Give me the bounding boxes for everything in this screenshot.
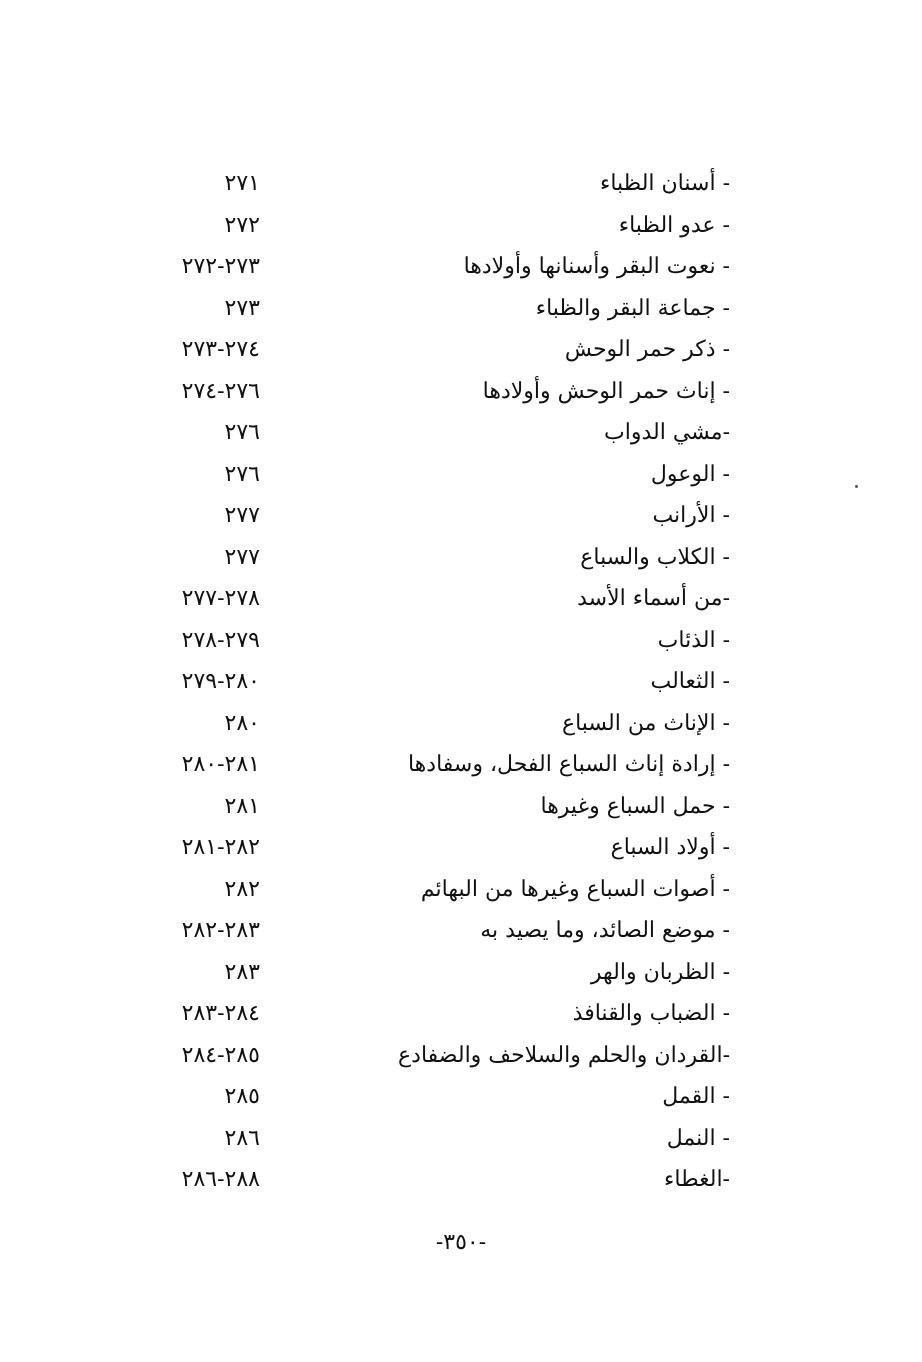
entry-title: - النمل — [666, 1125, 730, 1151]
entry-pages: ٢٨٨-٢٨٦ — [181, 1167, 260, 1192]
toc-row — [130, 995, 730, 1037]
entry-pages: ٢٧٧ — [224, 544, 260, 570]
entry-pages: ٢٧٦-٢٧٤ — [181, 378, 260, 404]
toc-row — [130, 414, 730, 456]
entry-pages: ٢٧١ — [224, 171, 260, 196]
entry-title: - عدو الظباء — [618, 212, 730, 238]
entry-title: -مشي الدواب — [604, 420, 730, 445]
entry-title: - إناث حمر الوحش وأولادها — [482, 378, 730, 404]
toc-row — [130, 705, 730, 747]
entry-pages: ٢٨٦ — [224, 1125, 260, 1151]
entry-pages: ٢٨٤-٢٨٣ — [181, 1001, 260, 1026]
entry-title: - أسنان الظباء — [599, 171, 730, 196]
entry-title: - الأرانب — [652, 503, 730, 528]
toc-row — [130, 1037, 730, 1079]
entry-title: -القردان والحلم والسلاحف والضفادع — [398, 1042, 730, 1068]
table-of-contents — [130, 165, 730, 1203]
entry-pages: ٢٧٤-٢٧٣ — [181, 337, 260, 362]
toc-row — [130, 663, 730, 705]
entry-pages: ٢٧٣ — [224, 295, 260, 321]
entry-pages: ٢٨١-٢٨٠ — [181, 752, 260, 777]
toc-row — [130, 788, 730, 830]
toc-row — [130, 1161, 730, 1203]
entry-title: - أولاد السباع — [610, 835, 730, 860]
entry-pages: ٢٨٣ — [224, 959, 260, 985]
entry-pages: ٢٨٥ — [224, 1084, 260, 1109]
entry-pages: ٢٧٧ — [224, 503, 260, 528]
toc-row — [130, 1120, 730, 1162]
entry-title: - الإناث من السباع — [561, 710, 730, 736]
toc-row — [130, 746, 730, 788]
entry-title: - جماعة البقر والظباء — [535, 295, 730, 321]
entry-title: - حمل السباع وغيرها — [540, 793, 730, 819]
toc-row — [130, 539, 730, 581]
toc-row — [130, 829, 730, 871]
entry-pages: ٢٧٨-٢٧٧ — [181, 586, 260, 611]
toc-row — [130, 912, 730, 954]
entry-pages: ٢٨٢ — [224, 876, 260, 902]
toc-row — [130, 290, 730, 332]
toc-row — [130, 871, 730, 913]
entry-title: - موضع الصائد، وما يصيد به — [480, 918, 730, 943]
entry-title: - الضباب والقنافذ — [572, 1001, 730, 1026]
toc-row — [130, 331, 730, 373]
entry-title: - أصوات السباع وغيرها من البهائم — [420, 876, 730, 902]
entry-title: -من أسماء الأسد — [577, 586, 730, 611]
entry-title: - نعوت البقر وأسنانها وأولادها — [463, 254, 730, 279]
entry-pages: ٢٨٠ — [224, 710, 260, 736]
entry-pages: ٢٨٥-٢٨٤ — [181, 1042, 260, 1068]
toc-row — [130, 456, 730, 498]
entry-title: - الثعالب — [650, 669, 730, 694]
entry-title: - الظربان والهر — [590, 959, 730, 985]
toc-row — [130, 207, 730, 249]
entry-pages: ٢٧٦ — [224, 461, 260, 487]
toc-row — [130, 580, 730, 622]
toc-row — [130, 248, 730, 290]
entry-title: - ذكر حمر الوحش — [564, 337, 730, 362]
entry-pages: ٢٨٢-٢٨١ — [181, 835, 260, 860]
entry-title: - الذئاب — [657, 627, 730, 653]
entry-title: - القمل — [662, 1084, 730, 1109]
entry-pages: ٢٨١ — [224, 793, 260, 819]
entry-pages: ٢٨٠-٢٧٩ — [181, 669, 260, 694]
entry-pages: ٢٧٢ — [224, 212, 260, 238]
toc-row — [130, 622, 730, 664]
toc-row — [130, 1078, 730, 1120]
toc-row — [130, 373, 730, 415]
entry-pages: ٢٧٣-٢٧٢ — [181, 254, 260, 279]
scan-speck — [855, 485, 858, 488]
entry-title: - الوعول — [650, 461, 730, 487]
entry-title: -الغطاء — [664, 1167, 730, 1192]
toc-row — [130, 165, 730, 207]
toc-row — [130, 497, 730, 539]
entry-pages: ٢٧٩-٢٧٨ — [181, 627, 260, 653]
entry-pages: ٢٧٦ — [224, 420, 260, 445]
toc-row — [130, 954, 730, 996]
entry-title: - الكلاب والسباع — [580, 544, 730, 570]
page-number: -٣٥٠- — [435, 1230, 487, 1255]
entry-pages: ٢٨٣-٢٨٢ — [181, 918, 260, 943]
entry-title: - إرادة إناث السباع الفحل، وسفادها — [407, 752, 730, 777]
